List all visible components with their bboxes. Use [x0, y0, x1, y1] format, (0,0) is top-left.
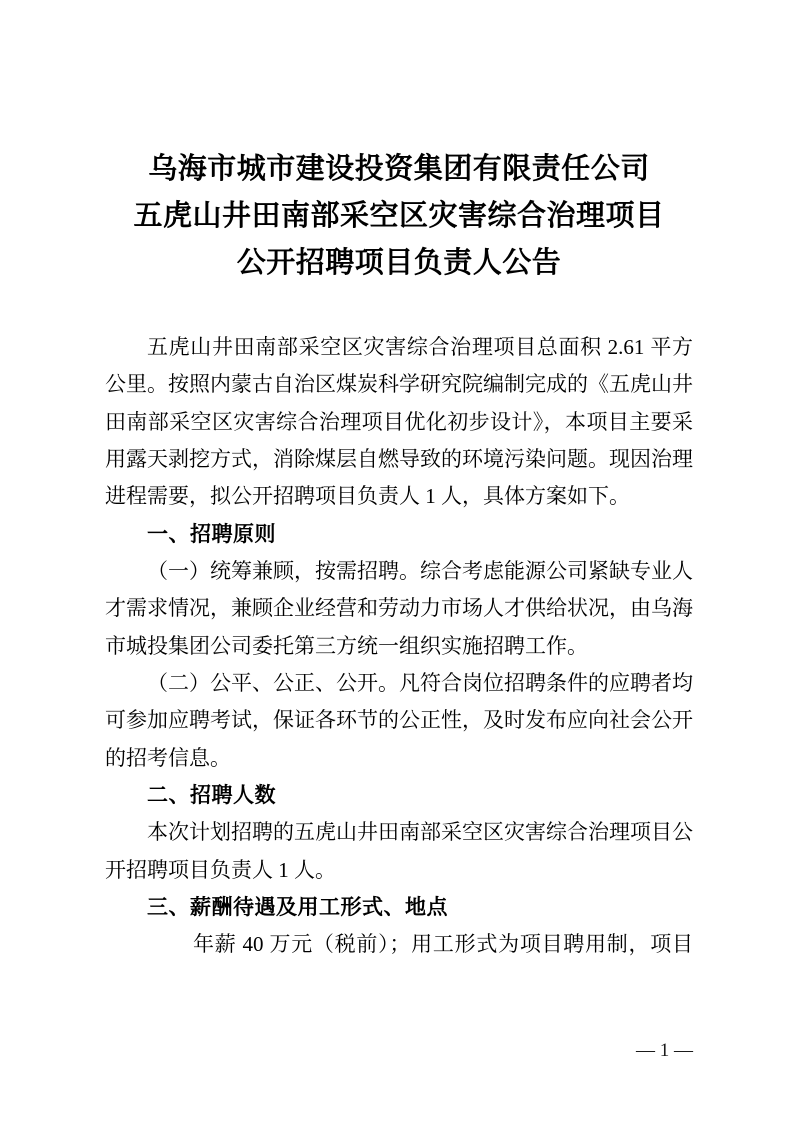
title-line-2: 五虎山井田南部采空区灾害综合治理项目 — [133, 200, 665, 232]
document-body — [105, 329, 693, 964]
document-title — [105, 146, 693, 287]
section-heading-recruitment-principles: 一、招聘原则 — [147, 522, 276, 546]
intro-paragraph: 五虎山井田南部采空区灾害综合治理项目总面积 2.61 平方公里。按照内蒙古自治区煤炭科学研究院编制完成的《五虎山井田南部采空区灾害综合治理项目优化初步设计》，本项目主要采用露天剥挖方式，消除煤层自燃导致的环境污染问题。现因治理进程需要，拟公开招聘项目负责人 1 人，具体方案如下。 — [105, 335, 693, 509]
paragraph-salary: 年薪 40 万元（税前）；用工形式为项目聘用制，项目 — [193, 932, 693, 957]
section-heading-salary: 三、薪酬待遇及用工形式、地点 — [147, 895, 448, 919]
paragraph-headcount: 本次计划招聘的五虎山井田南部采空区灾害综合治理项目公开招聘项目负责人 1 人。 — [105, 820, 693, 882]
paragraph-principle-2: （二）公平、公正、公开。凡符合岗位招聘条件的应聘者均可参加应聘考试，保证各环节的公正性，及时发布应向社会公开的招考信息。 — [105, 670, 693, 770]
page-number: — 1 — — [636, 1040, 693, 1061]
paragraph-principle-1: （一）统筹兼顾，按需招聘。综合考虑能源公司紧缺专业人才需求情况，兼顾企业经营和劳动力市场人才供给状况，由乌海市城投集团公司委托第三方统一组织实施招聘工作。 — [105, 558, 693, 658]
title-line-3: 公开招聘项目负责人公告 — [236, 247, 562, 279]
section-heading-headcount: 二、招聘人数 — [147, 783, 276, 807]
title-line-1: 乌海市城市建设投资集团有限责任公司 — [148, 153, 650, 185]
